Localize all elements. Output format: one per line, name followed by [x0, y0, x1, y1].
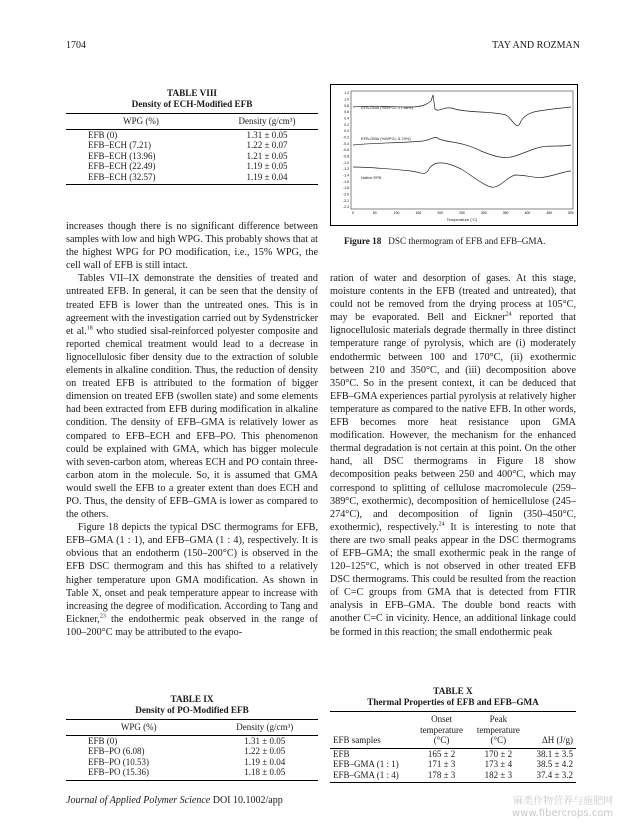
table-cell: EFB–PO (10.53) — [88, 756, 150, 767]
table-cell: 171 ± 3 — [427, 759, 456, 769]
figure-caption — [344, 236, 580, 246]
table-cell: 38.5 ± 4.2 — [536, 759, 573, 769]
table-cell: 1.22 ± 0.05 — [244, 746, 286, 756]
y-tick-label: -0.6 — [343, 148, 349, 153]
paragraph — [66, 272, 318, 521]
watermark-line: www.fibercrops.com — [512, 808, 614, 819]
table-cell: EFB (0) — [88, 735, 118, 746]
y-tick-label: 1.2 — [344, 91, 349, 96]
y-tick-label: -2.2 — [343, 198, 349, 203]
curve-label: EFB-GMA (%WPG= 27.68%) — [361, 105, 413, 110]
table-cell: 1.19 ± 0.04 — [244, 756, 286, 767]
header-line: temperature — [420, 724, 464, 735]
paragraph-text: who studied sisal-reinforced polyester composite and reported chemical treatment would lead to a decrease in lignocellulosic fiber density due to the extraction of soluble elements in alkaline condition. Thus, the reduction of density on treated EFB is attributed to the formation of bigger dimension on treated EFB (swollen state) and some elements had been extracted from EFB during modification in alkaline condition. The density of EFB–GMA is relatively lower as compared to EFB–ECH and EFB–PO. This phenomenon could be explained with GMA, which has bigger molecule with seven-carbon atom, whereas ECH and PO contain three-carbon atom in the molecule. So, it is assumed that GMA would swell the EFB to a greater extent than does ECH and PO. Thus, the density of EFB–GMA is lower as compared to the others. — [66, 325, 318, 521]
column-header — [470, 712, 527, 749]
x-tick-label: 0 — [352, 211, 354, 215]
header-line: Onset — [431, 714, 453, 724]
table-cell: EFB–ECH (7.21) — [88, 140, 151, 150]
table-row — [330, 770, 576, 783]
y-tick-label: 0.0 — [344, 129, 349, 134]
table-cell: 1.21 ± 0.05 — [246, 150, 288, 161]
doi-text: DOI 10.1002/app — [210, 795, 283, 806]
table-row — [66, 735, 318, 746]
table-label: TABLE VIII — [167, 88, 217, 98]
x-tick-label: 50 — [372, 211, 377, 215]
table-row — [66, 172, 318, 185]
paragraph — [330, 272, 576, 639]
table-row — [66, 757, 318, 768]
paragraph-text: Figure 18 depicts the typical DSC thermograms for EFB, EFB–GMA (1 : 1), and EFB–GMA (1 : 4), respectively. It is obvious that an endotherm (150–200°C) is observed in the EFB DSC thermogram and this has shifted to a relatively higher temperature upon GMA modification. As shown in Table X, onset and peak temperature appear to increase with increasing the degree of modification. According to Tang and Eickner, — [66, 522, 318, 625]
page-number: 1704 — [66, 40, 86, 51]
density-table — [66, 719, 318, 781]
y-tick-label: 0.4 — [344, 116, 349, 121]
curve-native-efb — [353, 163, 571, 187]
table-cell: 1.19 ± 0.05 — [246, 161, 288, 171]
table-x — [330, 686, 576, 783]
table-cell: 1.18 ± 0.05 — [244, 767, 286, 777]
table-cell: EFB–GMA (1 : 4) — [333, 769, 399, 780]
table-row — [330, 759, 576, 770]
dsc-thermogram-figure — [330, 84, 578, 226]
y-tick-label: -1.2 — [343, 167, 349, 172]
y-tick-label: -2.0 — [343, 192, 349, 197]
x-ticks — [352, 211, 574, 215]
figure-label: Figure 18 — [344, 236, 382, 246]
paragraph-text: the endothermic peak observed in the range of 100–200°C may be attributed to the evapo- — [66, 613, 318, 638]
y-tick-label: 0.6 — [344, 110, 349, 115]
column-header: WPG (%) — [66, 720, 212, 736]
left-column-text — [66, 220, 318, 639]
x-tick-label: 100 — [393, 211, 400, 215]
y-tick-label: 0.2 — [344, 122, 349, 127]
table-cell: EFB–PO (15.36) — [88, 767, 150, 777]
journal-footer — [66, 795, 283, 806]
citation-ref: 18 — [86, 325, 93, 332]
table-cell: EFB — [333, 748, 350, 759]
table-label: TABLE IX — [170, 694, 214, 704]
table-cell: 170 ± 2 — [484, 748, 513, 759]
column-header: Density (g/cm³) — [212, 720, 318, 736]
paragraph-text: It is interesting to note that there are two small peaks appear in the DSC thermograms of EFB–GMA; the small exothermic peak in the range of 120–125°C, which is not observed in other treated EFB DSC thermograms. This could be resulted from the reaction of C=C groups from GMA that is detected from FTIR analysis in EFB–GMA. The double bond reacts with another C=C in vicinity. Hence, an additional linkage could be formed in this reaction; the small endothermic peak — [330, 521, 576, 638]
watermark-line: 麻类作物营养与施肥网 — [513, 796, 614, 807]
x-tick-label: 350 — [502, 211, 509, 215]
watermark — [512, 796, 613, 820]
table-cell: 182 ± 3 — [484, 769, 513, 780]
paragraph-text: Tables VII–IX demonstrate the densities of treated and untreated EFB. In general, it can be seen that the density of treated EFB is lower than the untreated ones. This is in agreement with the investigation carried out by Sydenstricker et al. — [66, 273, 318, 337]
table-cell: 1.31 ± 0.05 — [244, 735, 286, 746]
paragraph-text: ration of water and desorption of gases. At this stage, moisture contents in the EFB (treated and untreated), that could not be removed from the drying process at 105°C, may be evaporated. Bell and Eickner — [330, 273, 576, 324]
running-title: TAY AND ROZMAN — [492, 40, 580, 51]
curve-label: EFB-GMA (%WPG= 5.70%) — [361, 136, 411, 141]
table-cell: 178 ± 3 — [427, 769, 456, 780]
table-cell: 38.1 ± 3.5 — [536, 748, 573, 759]
table-cell: EFB–ECH (22.49) — [88, 161, 156, 171]
y-tick-label: -1.8 — [343, 186, 349, 191]
table-cell: EFB–ECH (32.57) — [88, 171, 156, 182]
x-tick-label: 450 — [546, 211, 553, 215]
right-column-text — [330, 272, 576, 639]
x-tick-label: 300 — [480, 211, 487, 215]
table-caption: Density of ECH-Modified EFB — [131, 99, 253, 109]
x-tick-label: 400 — [524, 211, 531, 215]
thermal-properties-table — [330, 711, 576, 783]
table-caption: Density of PO-Modified EFB — [135, 705, 249, 715]
table-cell: 1.22 ± 0.07 — [246, 140, 288, 150]
figure-caption-text: DSC thermogram of EFB and EFB–GMA. — [388, 236, 546, 246]
dsc-plot — [331, 85, 577, 225]
table-cell: 37.4 ± 3.2 — [536, 769, 573, 780]
table-cell: EFB–ECH (13.96) — [88, 150, 156, 161]
table-row — [66, 140, 318, 151]
column-header: EFB samples — [330, 712, 413, 749]
table-row — [66, 151, 318, 162]
column-header: ΔH (J/g) — [527, 712, 576, 749]
curve-efb-gma-high — [353, 95, 571, 126]
header-line: (°C) — [490, 735, 507, 745]
paragraph: increases though there is no significant difference between samples with low and high WPG. This probably shows that at the highest WPG for PO modification, i.e., 15% WPG, the cell wall of EFB is still intact. — [66, 221, 318, 272]
y-tick-label: -0.4 — [343, 141, 349, 146]
x-tick-label: 500 — [568, 211, 574, 215]
y-tick-label: 1.0 — [344, 97, 349, 102]
journal-name: Journal of Applied Polymer Science — [66, 795, 211, 806]
table-cell: EFB–PO (6.08) — [88, 746, 145, 756]
table-ix — [66, 694, 318, 781]
table-row — [330, 748, 576, 759]
density-table — [66, 113, 318, 185]
y-tick-label: -1.4 — [343, 173, 349, 178]
table-row — [66, 767, 318, 780]
y-tick-label: -1.6 — [343, 179, 349, 184]
x-tick-label: 200 — [437, 211, 444, 215]
table-cell: 173 ± 4 — [484, 759, 513, 769]
citation-ref: 24 — [505, 311, 512, 318]
table-cell: 1.19 ± 0.04 — [246, 171, 288, 182]
table-row — [66, 746, 318, 757]
column-header: Density (g/cm³) — [216, 114, 318, 130]
column-header: WPG (%) — [66, 114, 216, 130]
table-label: TABLE X — [433, 686, 473, 696]
table-cell: 165 ± 2 — [427, 748, 456, 759]
header-line: Peak — [489, 714, 508, 724]
y-tick-label: 0.8 — [344, 103, 349, 108]
y-tick-label: -0.8 — [343, 154, 349, 159]
citation-ref: 23 — [99, 613, 106, 620]
table-row — [66, 129, 318, 140]
table-cell: EFB–GMA (1 : 1) — [333, 759, 399, 769]
y-tick-label: -1.0 — [343, 160, 349, 165]
y-tick-label: -0.2 — [343, 135, 349, 140]
table-caption: Thermal Properties of EFB and EFB–GMA — [367, 697, 539, 707]
y-ticks — [343, 91, 349, 209]
x-tick-label: 150 — [415, 211, 422, 215]
table-cell: 1.31 ± 0.05 — [246, 129, 288, 140]
header-line: (°C) — [433, 735, 450, 745]
table-cell: EFB (0) — [88, 129, 118, 140]
curve-label: Native EFB — [361, 175, 382, 180]
x-axis-label: Temperature (°C) — [446, 217, 478, 222]
x-tick-label: 250 — [459, 211, 465, 215]
table-row — [66, 161, 318, 172]
y-tick-label: -2.4 — [343, 205, 349, 210]
header-line: temperature — [476, 724, 520, 735]
column-header — [413, 712, 470, 749]
citation-ref: 24 — [438, 521, 445, 528]
table-viii — [66, 88, 318, 185]
paragraph — [66, 521, 318, 639]
paragraph-text: reported that lignocellulosic materials degrade thermally in three distinct temperature range of pyrolysis, which are (i) moderately endothermic between 100 and 170°C, (ii) exothermic between 210 and 350°C, and (iii) decomposition above 350°C. So in the present context, it can be deduced that EFB–GMA experiences partial pyrolysis at relatively higher temperature as compared to the native EFB. In other words, EFB becomes more heat resistance upon GMA modification. However, the mechanism for the enhanced thermal degradation is not certain at this point. On the other hand, all DSC thermograms in Figure 18 show decomposition peaks between 250 and 400°C, which may correspond to splitting of cellulose macromolecule (259–389°C, exothermic), decomposition of hemicellulose (245–274°C), and decomposition of lignin (350–450°C, exothermic), respectively. — [330, 312, 576, 533]
